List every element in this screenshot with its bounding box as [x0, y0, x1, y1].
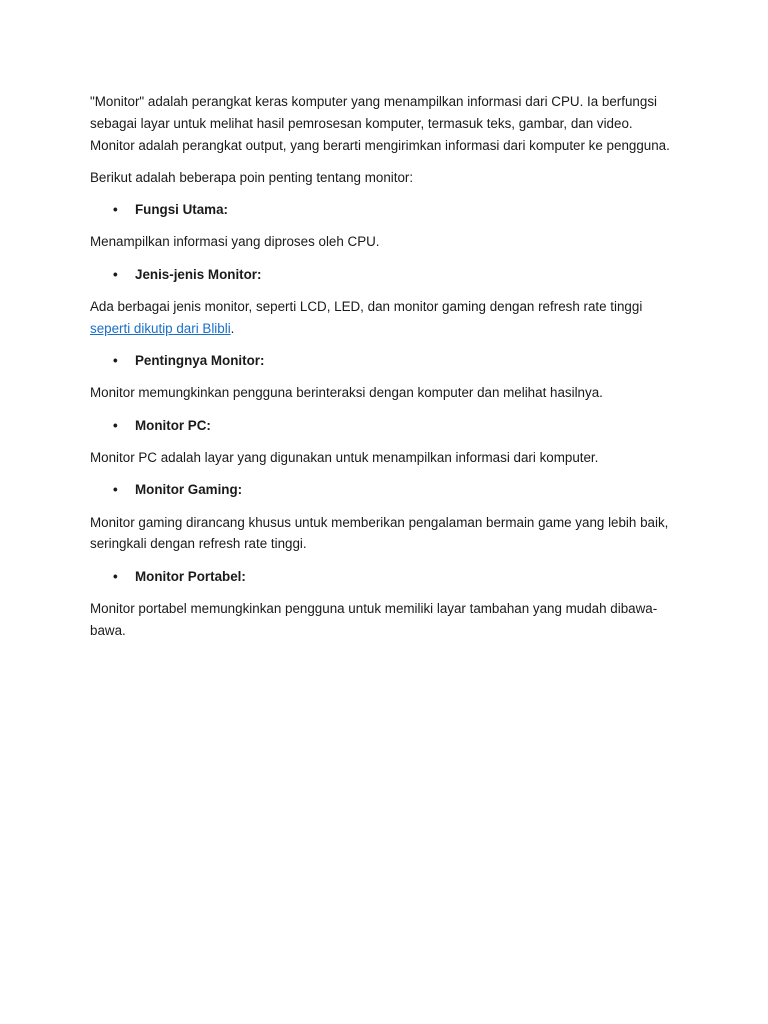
point-description: Monitor gaming dirancang khusus untuk memberikan pengalaman bermain game yang lebih baik, seringkali dengan refresh rate tinggi.	[90, 514, 669, 552]
bullet-item	[135, 350, 680, 372]
point-description: Monitor portabel memungkinkan pengguna untuk memiliki layar tambahan yang mudah dibawa-bawa.	[90, 601, 658, 638]
bullet-list	[90, 350, 680, 372]
intro-lead-in: Berikut adalah beberapa poin penting tentang monitor:	[90, 169, 414, 185]
bullet-item	[135, 415, 680, 437]
bullet-list	[90, 199, 680, 221]
bullet-label: Monitor Gaming:	[135, 482, 243, 498]
intro-paragraph: "Monitor" adalah perangkat keras komputer yang menampilkan informasi dari CPU. Ia berfungsi sebagai layar untuk melihat hasil pemrosesan komputer, termasuk teks, gambar, dan video. Monitor adalah perangkat output, yang berarti mengirimkan informasi dari komputer ke pengguna.	[90, 94, 670, 153]
point-description: Monitor memungkinkan pengguna berinteraksi dengan komputer dan melihat hasilnya.	[90, 385, 603, 401]
bullet-item	[135, 264, 680, 286]
bullet-item	[135, 479, 680, 501]
bullet-label: Jenis-jenis Monitor:	[135, 266, 262, 282]
bullet-label: Pentingnya Monitor:	[135, 353, 265, 369]
bullet-list	[90, 264, 680, 286]
bullet-list	[90, 566, 680, 588]
bullet-label: Monitor PC:	[135, 417, 211, 433]
bullet-label: Fungsi Utama:	[135, 202, 228, 218]
description-text: .	[230, 320, 235, 336]
bullet-list	[90, 479, 680, 501]
bullet-list	[90, 415, 680, 437]
bullet-item	[135, 566, 680, 588]
bullet-label: Monitor Portabel:	[135, 568, 246, 584]
blibli-source-link[interactable]: seperti dikutip dari Blibli	[90, 320, 231, 336]
point-description: Menampilkan informasi yang diproses oleh CPU.	[90, 234, 380, 250]
bullet-item	[135, 199, 680, 221]
point-description: Monitor PC adalah layar yang digunakan untuk menampilkan informasi dari komputer.	[90, 450, 599, 466]
description-text: Ada berbagai jenis monitor, seperti LCD, LED, dan monitor gaming dengan refresh rate tinggi	[90, 299, 643, 315]
document-body	[90, 91, 680, 652]
point-description	[90, 296, 680, 340]
